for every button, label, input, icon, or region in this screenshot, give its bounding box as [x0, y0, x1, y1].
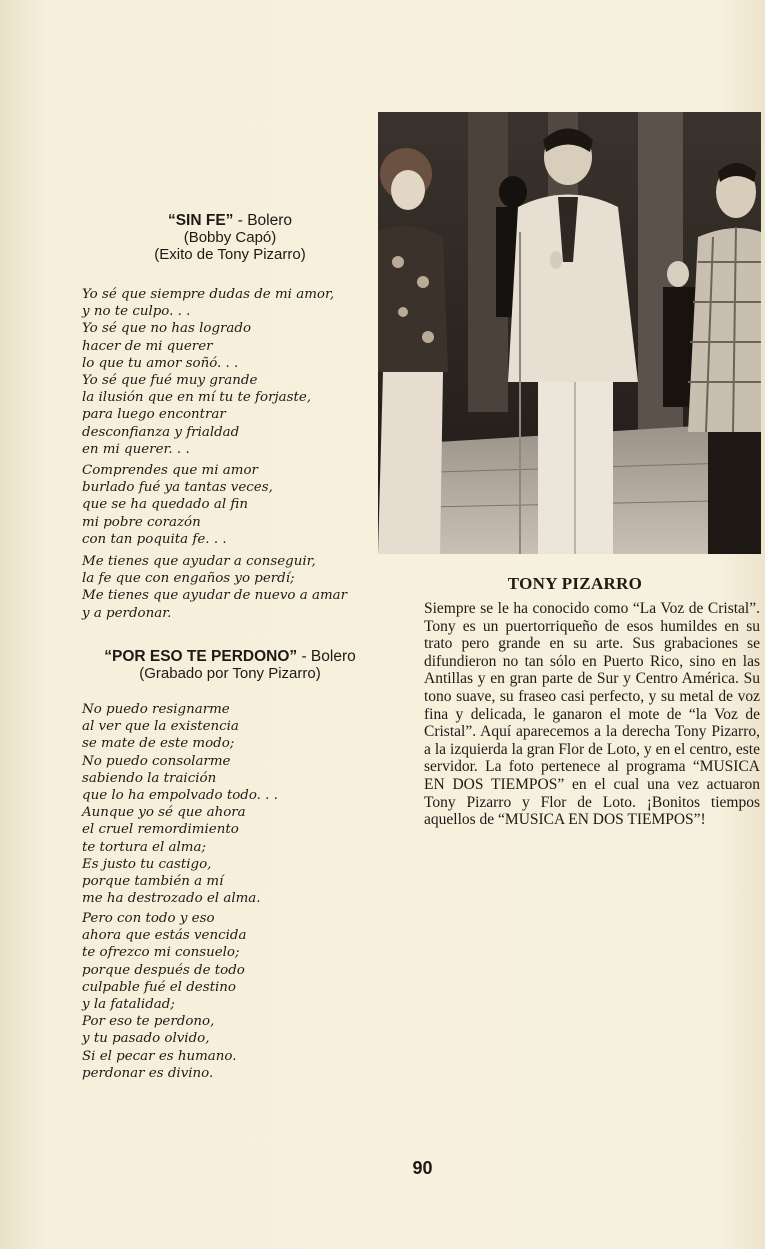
lyric-line: Por eso te perdono, — [82, 1014, 215, 1030]
lyric-line: Si el pecar es humano. — [82, 1048, 237, 1064]
lyric-line: la ilusión que en mí tu te forjaste, — [82, 390, 312, 406]
lyric-line: Me tienes que ayudar a conseguir, — [82, 554, 316, 569]
lyric-line: Yo sé que no has logrado — [82, 321, 252, 337]
photo-illustration — [378, 112, 761, 554]
lyric-line: Me tienes que ayudar de nuevo a amar — [82, 588, 348, 604]
lyric-line: burlado fué ya tantas veces, — [82, 480, 273, 496]
song1-header — [80, 212, 380, 263]
lyric-line: te tortura el alma; — [82, 839, 206, 855]
lyric-line: que se ha quedado al fin — [82, 497, 248, 513]
lyric-line: Yo sé que fué muy grande — [82, 373, 258, 389]
lyric-line: Aunque yo sé que ahora — [82, 805, 246, 821]
song1-title: “SIN FE” - Bolero — [167, 212, 293, 229]
article-body: Siempre se le ha conocido como “La Voz de Cristal”. Tony es un puertorriqueño de esos humildes en su trato pero grande en su arte. Sus grabaciones se difundieron no tan sólo en Puerto Rico, sino en las Antillas y en gran parte de Sur y Centro América. Su tono suave, su fraseo casi perfecto, y su metal de voz fina y delicada, le ganaron el mote de “la Voz de Cristal”. Aquí aparecemos a la derecha Tony Pizarro, a la izquierda la gran Flor de Loto, y en el centro, este servidor. La foto pertenece al programa “MUSICA EN DOS TIEMPOS” en el cual una vez actuaron Tony Pizarro y Flor de Loto. ¡Bonitos tiempos aquellos de “MUSICA EN DOS TIEMPOS”! — [424, 600, 760, 829]
article-title: TONY PIZARRO — [507, 574, 643, 593]
song1-stanza-2 — [82, 462, 382, 548]
lyric-line: No puedo consolarme — [82, 753, 231, 769]
lyric-line: hacer de mi querer — [82, 338, 213, 354]
lyric-line: perdonar es divino. — [82, 1065, 214, 1081]
lyric-line: el cruel remordimiento — [82, 822, 239, 838]
song2-stanza-2 — [82, 910, 382, 1082]
lyric-line: te ofrezco mi consuelo; — [82, 945, 240, 961]
song1-author: (Bobby Capó) — [183, 229, 277, 246]
lyric-line: Yo sé que siempre dudas de mi amor, — [82, 287, 335, 302]
lyric-line: Comprendes que mi amor — [82, 463, 258, 478]
song2-title: “POR ESO TE PERDONO” - Bolero — [104, 648, 356, 665]
lyric-line: Es justo tu castigo, — [82, 856, 212, 872]
page-number: 90 — [412, 1158, 433, 1178]
photo-tony-pizarro-flor-de-loto — [378, 112, 761, 554]
lyric-line: me ha destrozado el alma. — [82, 891, 261, 907]
lyric-line: la fe que con engaños yo perdí; — [82, 571, 295, 587]
lyric-line: ahora que estás vencida — [82, 928, 247, 944]
song1-credit: (Exito de Tony Pizarro) — [154, 246, 306, 263]
lyric-line: que lo ha empolvado todo. . . — [82, 788, 278, 804]
lyric-line: y tu pasado olvido, — [82, 1031, 210, 1047]
lyric-line: se mate de este modo; — [82, 736, 235, 752]
song1-stanza-1 — [82, 286, 382, 458]
song2-stanza-1 — [82, 701, 382, 907]
song1-stanza-3 — [82, 553, 382, 622]
lyric-line: No puedo resignarme — [82, 702, 230, 717]
lyric-line: lo que tu amor soñó. . . — [82, 355, 239, 371]
lyric-line: en mi querer. . . — [82, 441, 190, 457]
lyric-line: culpable fué el destino — [82, 979, 236, 995]
lyric-line: porque después de todo — [82, 962, 245, 978]
lyric-line: Pero con todo y eso — [82, 911, 215, 926]
song2-credit: (Grabado por Tony Pizarro) — [139, 665, 321, 682]
lyric-line: para luego encontrar — [82, 407, 226, 423]
lyric-line: y no te culpo. . . — [82, 304, 191, 320]
lyric-line: sabiendo la traición — [82, 770, 217, 786]
lyric-line: con tan poquita fe. . . — [82, 531, 227, 547]
lyric-line: mi pobre corazón — [82, 514, 201, 530]
lyric-line: al ver que la existencia — [82, 719, 239, 735]
lyric-line: y la fatalidad; — [82, 997, 175, 1013]
song2-header — [80, 648, 380, 682]
lyric-line: desconfianza y frialdad — [82, 424, 240, 440]
lyric-line: y a perdonar. — [82, 605, 172, 621]
lyric-line: porque también a mí — [82, 874, 224, 890]
